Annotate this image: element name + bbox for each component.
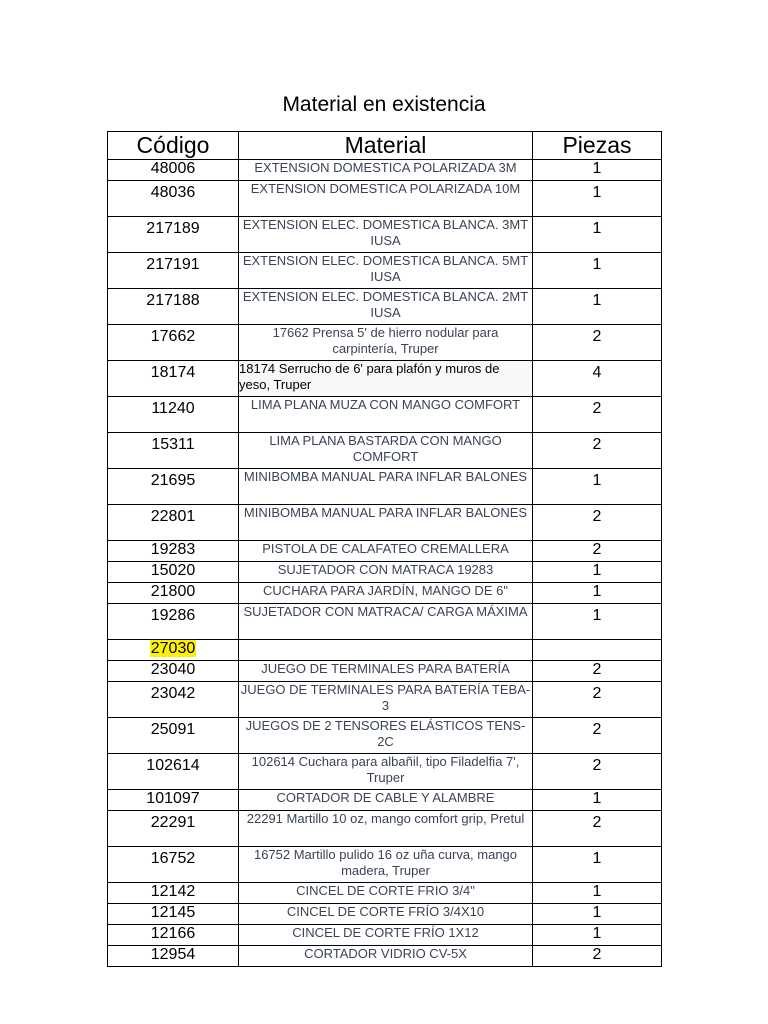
cell-material: LIMA PLANA BASTARDA CON MANGO COMFORT	[239, 433, 533, 469]
cell-code: 21800	[108, 583, 239, 604]
cell-code: 19286	[108, 604, 239, 640]
table-row	[108, 790, 662, 811]
cell-code: 23042	[108, 682, 239, 718]
cell-code: 48036	[108, 181, 239, 217]
cell-material: EXTENSION DOMESTICA POLARIZADA 3M	[239, 160, 533, 181]
cell-material: PISTOLA DE CALAFATEO CREMALLERA	[239, 541, 533, 562]
cell-material: EXTENSION ELEC. DOMESTICA BLANCA. 2MT IUSA	[239, 289, 533, 325]
cell-code: 12954	[108, 946, 239, 967]
cell-code: 15020	[108, 562, 239, 583]
cell-pieces: 1	[533, 604, 662, 640]
cell-material: EXTENSION DOMESTICA POLARIZADA 10M	[239, 181, 533, 217]
cell-code: 217188	[108, 289, 239, 325]
cell-material: 22291 Martillo 10 oz, mango comfort grip, Pretul	[239, 811, 533, 847]
cell-material: CORTADOR DE CABLE Y ALAMBRE	[239, 790, 533, 811]
table-row	[108, 469, 662, 505]
table-row	[108, 253, 662, 289]
cell-pieces: 2	[533, 718, 662, 754]
table-row	[108, 640, 662, 661]
cell-code: 217191	[108, 253, 239, 289]
header-pieces: Piezas	[533, 132, 662, 160]
cell-code: 18174	[108, 361, 239, 397]
cell-pieces: 1	[533, 847, 662, 883]
table-row	[108, 682, 662, 718]
header-material: Material	[239, 132, 533, 160]
table-row	[108, 847, 662, 883]
cell-pieces: 1	[533, 790, 662, 811]
cell-pieces: 2	[533, 541, 662, 562]
cell-pieces	[533, 640, 662, 661]
table-row	[108, 217, 662, 253]
cell-material: EXTENSION ELEC. DOMESTICA BLANCA. 5MT IUSA	[239, 253, 533, 289]
cell-pieces: 2	[533, 397, 662, 433]
table-row	[108, 718, 662, 754]
cell-pieces: 1	[533, 904, 662, 925]
table-row	[108, 397, 662, 433]
cell-pieces: 2	[533, 754, 662, 790]
table-row	[108, 325, 662, 361]
cell-pieces: 1	[533, 181, 662, 217]
cell-pieces: 2	[533, 505, 662, 541]
cell-code: 17662	[108, 325, 239, 361]
cell-material: SUJETADOR CON MATRACA 19283	[239, 562, 533, 583]
table-row	[108, 289, 662, 325]
table-row	[108, 505, 662, 541]
cell-pieces: 2	[533, 946, 662, 967]
cell-pieces: 1	[533, 562, 662, 583]
cell-pieces: 1	[533, 583, 662, 604]
table-row	[108, 541, 662, 562]
table-row	[108, 946, 662, 967]
cell-code: 16752	[108, 847, 239, 883]
cell-pieces: 1	[533, 160, 662, 181]
cell-code: 12142	[108, 883, 239, 904]
page-title: Material en existencia	[282, 93, 486, 116]
cell-code: 11240	[108, 397, 239, 433]
cell-pieces: 2	[533, 433, 662, 469]
cell-pieces: 1	[533, 925, 662, 946]
cell-code: 101097	[108, 790, 239, 811]
cell-material: CINCEL DE CORTE FRIO 3/4"	[239, 883, 533, 904]
cell-material: 16752 Martillo pulido 16 oz uña curva, mango madera, Truper	[239, 847, 533, 883]
cell-pieces: 2	[533, 325, 662, 361]
cell-material: CINCEL DE CORTE FRÍO 1X12	[239, 925, 533, 946]
cell-material: MINIBOMBA MANUAL PARA INFLAR BALONES	[239, 505, 533, 541]
cell-code: 22801	[108, 505, 239, 541]
table-row	[108, 604, 662, 640]
table-row	[108, 754, 662, 790]
cell-material: 17662 Prensa 5' de hierro nodular para carpintería, Truper	[239, 325, 533, 361]
cell-code: 217189	[108, 217, 239, 253]
header-code: Código	[108, 132, 239, 160]
cell-pieces: 1	[533, 469, 662, 505]
cell-code: 21695	[108, 469, 239, 505]
cell-material	[239, 640, 533, 661]
cell-material: JUEGO DE TERMINALES PARA BATERÍA TEBA-3	[239, 682, 533, 718]
stock-table	[107, 131, 662, 967]
table-row	[108, 925, 662, 946]
cell-pieces: 2	[533, 661, 662, 682]
cell-code: 25091	[108, 718, 239, 754]
highlighted-code: 27030	[150, 640, 196, 657]
table-row	[108, 562, 662, 583]
cell-material: CORTADOR VIDRIO CV-5X	[239, 946, 533, 967]
cell-material: LIMA PLANA MUZA CON MANGO COMFORT	[239, 397, 533, 433]
table-row	[108, 433, 662, 469]
cell-material: 18174 Serrucho de 6' para plafón y muros de yeso, Truper	[239, 361, 533, 397]
cell-code	[108, 640, 239, 661]
table-row	[108, 904, 662, 925]
cell-code: 19283	[108, 541, 239, 562]
cell-material: SUJETADOR CON MATRACA/ CARGA MÁXIMA	[239, 604, 533, 640]
table-row	[108, 181, 662, 217]
table-row	[108, 661, 662, 682]
cell-code: 102614	[108, 754, 239, 790]
cell-pieces: 4	[533, 361, 662, 397]
cell-material: JUEGO DE TERMINALES PARA BATERÍA	[239, 661, 533, 682]
cell-material: 102614 Cuchara para albañil, tipo Filadelfia 7', Truper	[239, 754, 533, 790]
cell-pieces: 2	[533, 811, 662, 847]
table-row	[108, 883, 662, 904]
cell-material: CINCEL DE CORTE FRÍO 3/4X10	[239, 904, 533, 925]
table-row	[108, 160, 662, 181]
cell-pieces: 1	[533, 883, 662, 904]
cell-pieces: 1	[533, 253, 662, 289]
cell-pieces: 2	[533, 682, 662, 718]
cell-material: JUEGOS DE 2 TENSORES ELÁSTICOS TENS-2C	[239, 718, 533, 754]
cell-code: 12145	[108, 904, 239, 925]
cell-code: 15311	[108, 433, 239, 469]
table-row	[108, 583, 662, 604]
table-row	[108, 361, 662, 397]
cell-material: MINIBOMBA MANUAL PARA INFLAR BALONES	[239, 469, 533, 505]
cell-code: 22291	[108, 811, 239, 847]
table-row	[108, 811, 662, 847]
cell-code: 48006	[108, 160, 239, 181]
cell-code: 12166	[108, 925, 239, 946]
cell-code: 23040	[108, 661, 239, 682]
cell-pieces: 1	[533, 289, 662, 325]
cell-material: EXTENSION ELEC. DOMESTICA BLANCA. 3MT IUSA	[239, 217, 533, 253]
table-header-row	[108, 132, 662, 160]
cell-pieces: 1	[533, 217, 662, 253]
cell-material: CUCHARA PARA JARDÍN, MANGO DE 6"	[239, 583, 533, 604]
